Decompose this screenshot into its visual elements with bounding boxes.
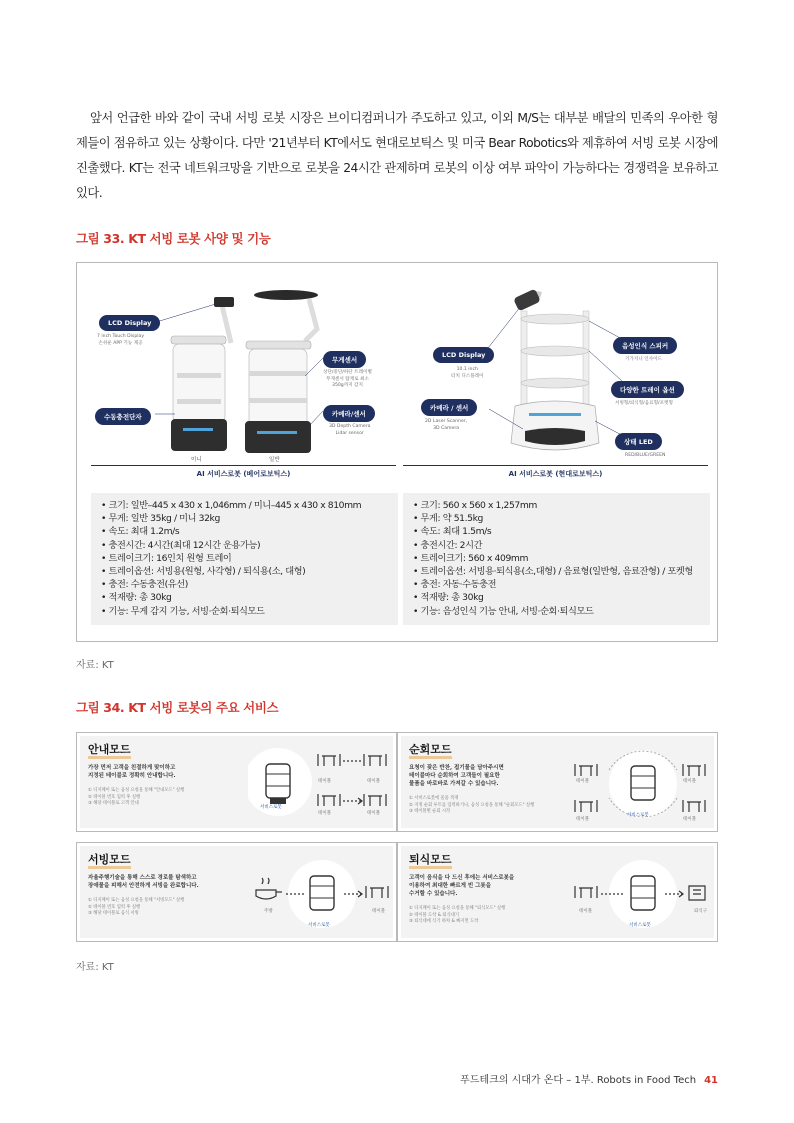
table-label: 테이블 [318,811,332,816]
service-description: 가장 먼저 고객을 친절하게 맞이하고 지정된 테이블로 정확히 안내합니다. [88,765,176,779]
spec-item: • 기능: 음성인식 기능 안내, 서빙·순회·퇴식모드 [413,605,700,618]
service-card-return [397,842,718,942]
figure-34-title: 그림 34. KT 서빙 로봇의 주요 서비스 [76,700,279,715]
service-title: 순회모드 [409,743,452,756]
service-steps: ① 디지페이 또는 음성 요청을 통해 "퇴식모드" 실행 ② 테이블 도착 & 퇴식대기 ③ 퇴식대에 식기 하차 & 빠지면 도착 [409,906,506,924]
hyundai-robotics-pane [403,281,708,479]
spec-item: • 속도: 최대 1.5m/s [413,525,700,538]
spec-item: • 무게: 약 51.5kg [413,512,700,525]
spec-item: • 충전: 자동·수동충전 [413,578,700,591]
table-label: 테이블 [683,817,697,822]
hyundai-robotics-caption: AI 서비스로봇 (현대로보틱스) [403,465,708,479]
robot-label: 서비스로봇 [308,923,330,928]
figure-34-source: 자료: KT [76,962,114,973]
table-label: 테이블 [372,909,386,914]
bear-robotics-pane [91,281,396,479]
label-normal: 일반 [269,457,280,463]
table-label: 테이블 [367,811,381,816]
spec-item: • 충전시간: 4시간(최대 12시간 운용가능) [101,539,388,552]
note-camera: 3D Depth Camera Lidar sensor [329,424,371,436]
hyundai-robot-illustration [403,281,708,466]
page-number: 41 [704,1075,718,1086]
tag-weight-sensor: 무게센서 [323,351,366,368]
service-steps: ① 디지페이 또는 음성 요청을 통해 "안내모드" 실행 ② 테이블 번호 입력 후 실행 ③ 해당 테이블로 고객 안내 [88,788,185,806]
service-description: 고객이 음식을 다 드신 후에는 서비스로봇을 이용하여 최대한 빠르게 빈 그릇을 수거할 수 있습니다. [409,875,515,897]
spec-item: • 적재량: 총 30kg [101,591,388,604]
service-title: 안내모드 [88,743,131,756]
table-label: 테이블 [576,779,590,784]
service-steps: ① 서비스로봇에 물품 적재 ② 지정 순회 루트를 입력하거나, 음성 요청을 통해 "순회모드" 실행 ③ 테이블별 순회 시작 [409,796,535,814]
spec-item: • 트레이크기: 16인치 원형 트레이 [101,552,388,565]
note-weight: 상단/중단/하단 트레이별 무게센서 탑재로 최소 350g까지 감지 [323,370,372,388]
tag-lcd-display: LCD Display [99,315,160,331]
service-steps: ① 디지페이 또는 음성 요청을 통해 "서빙모드" 실행 ② 테이블 번호 입력 후 실행 ③ 해당 테이블로 음식 서빙 [88,898,185,916]
robot-label: 서비스로봇 [629,923,651,928]
note-tray: 서빙형/퇴식형/음료형/포켓형 [615,401,673,406]
page-footer [460,1071,718,1086]
tag-camera-sensor-hyundai: 카메라 / 센서 [421,399,477,416]
note-lcd: 7 inch Touch Display 손쉬운 APP 기능 제공 [97,334,145,346]
tag-voice-speaker: 음성인식 스피커 [613,337,677,354]
footer-title: 푸드테크의 시대가 온다 – 1부. Robots in Food Tech [460,1075,697,1086]
note-camera-hyundai: 2D Laser Scanner, 3D Camera [425,419,468,431]
spec-item: • 충전: 수동충전(유선) [101,578,388,591]
figure-33 [76,262,718,642]
spec-item: • 기능: 무게 감지 기능, 서빙·순회·퇴식모드 [101,605,388,618]
note-lcd-hyundai: 10.1 inch 터치 디스플레이 [451,367,484,379]
service-card-patrol [397,732,718,832]
tag-tray-options: 다양한 트레이 옵션 [611,381,684,398]
table-label: 테이블 [576,817,590,822]
service-description: 요청이 잦은 반찬, 접기물을 담아주시면 테이블마다 순회하여 고객들이 필요한 물품을 바로바로 가져갈 수 있습니다. [409,765,504,787]
spec-item: • 충전시간: 2시간 [413,539,700,552]
hyundai-robotics-specs [403,493,710,625]
service-description: 자율주행기술을 통해 스스로 경로를 탐색하고 장애물을 피해서 안전하게 서빙을 완료합니다. [88,875,199,889]
bear-robotics-specs [91,493,398,625]
note-speaker: 기가지니 인사이드 [625,357,662,362]
table-label: 테이블 [579,909,593,914]
note-led: RED/BLUE/GREEN [625,453,666,458]
spec-item: • 트레이옵션: 서빙용·퇴식용(소,대형) / 음료형(일반형, 음료잔형) / 포켓형 [413,565,700,578]
spec-item: • 적재량: 총 30kg [413,591,700,604]
table-label: 테이블 [318,779,332,784]
table-label: 테이블 [683,779,697,784]
kitchen-label: 주방 [264,909,273,914]
spec-item: • 속도: 최대 1.2m/s [101,525,388,538]
robot-label: 서비스로봇 [627,813,649,818]
spec-item: • 트레이옵션: 서빙용(원형, 사각형) / 퇴식용(소, 대형) [101,565,388,578]
spec-item: • 무게: 일반 35kg / 미니 32kg [101,512,388,525]
service-card-guide [76,732,397,832]
tag-camera-sensor: 카메라/센서 [323,405,375,422]
service-title: 퇴식모드 [409,853,452,866]
tag-lcd-display-hyundai: LCD Display [433,347,494,363]
spec-item: • 트레이크기: 560 x 409mm [413,552,700,565]
return-station-label: 퇴식구 [694,909,708,914]
service-card-serving [76,842,397,942]
table-label: 테이블 [367,779,381,784]
spec-item: • 크기: 560 x 560 x 1,257mm [413,499,700,512]
tag-status-led: 상태 LED [615,433,662,450]
bear-robotics-caption: AI 서비스로봇 (베어로보틱스) [91,465,396,479]
figure-33-title: 그림 33. KT 서빙 로봇 사양 및 기능 [76,231,271,246]
tag-charge-terminal: 수동충전단자 [95,408,151,425]
figure-33-source: 자료: KT [76,660,114,671]
robot-label: 서비스로봇 [260,805,282,810]
spec-item: • 크기: 일반–445 x 430 x 1,046mm / 미니–445 x 430 x 810mm [101,499,388,512]
service-title: 서빙모드 [88,853,131,866]
intro-paragraph: 앞서 언급한 바와 같이 국내 서빙 로봇 시장은 브이디컴퍼니가 주도하고 있고, 이외 M/S는 대부분 배달의 민족의 우아한 형제들이 점유하고 있는 상황이다. 다만 '21년부터 KT에서도 현대로보틱스 및 미국 Bear Robotics와 제휴하여 서빙 로봇 시장에 진출했다. KT는 전국 네트워크망을 기반으로 로봇을 24시간 관제하며 로봇의 이상 여부 파악이 가능하다는 경쟁력을 보유하고 있다. [76,111,718,200]
label-mini: 미니 [191,457,202,463]
